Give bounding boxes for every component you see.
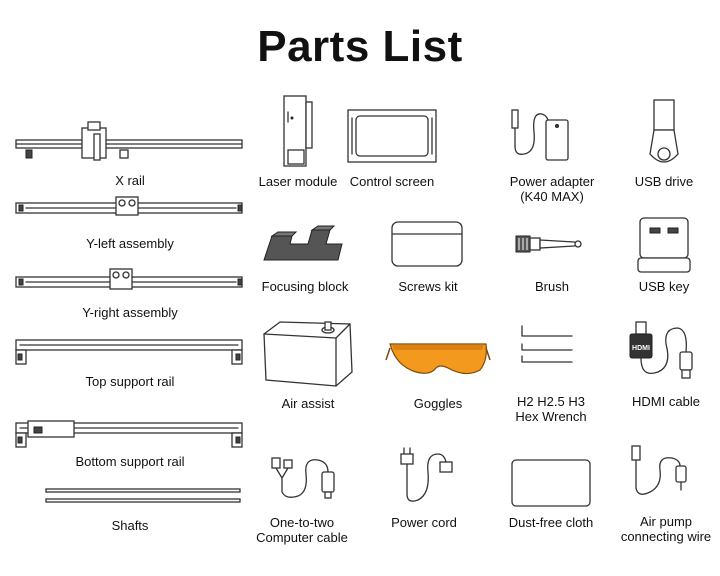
hex-wrench-item [496,318,606,426]
bottom-support-rail-item [10,417,250,477]
power-cord-icon [376,446,472,506]
hdmi-text: HDMI [632,345,650,352]
goggles-item [382,330,494,412]
hdmi-cable-item [614,318,718,414]
one-to-two-cable-label: One-to-two Computer cable [256,515,348,545]
power-adapter-label: Power adapter (K40 MAX) [509,174,595,204]
y-left-assembly-item [10,193,250,253]
top-support-rail-label: Top support rail [85,374,175,389]
usb-key-label: USB key [638,279,690,294]
shafts-icon [10,486,250,506]
screws-kit-item [376,218,480,298]
brush-item [500,218,604,298]
hex-wrench-icon [496,318,606,368]
screws-kit-icon [376,218,480,270]
air-pump-wire-icon [614,442,718,502]
y-right-assembly-icon [10,265,250,295]
goggles-label: Goggles [413,396,463,411]
x-rail-label: X rail [115,173,145,188]
goggles-icon [382,330,494,390]
laser-module-label: Laser module [258,174,338,189]
focusing-block-label: Focusing block [261,279,349,294]
air-pump-wire-label: Air pump connecting wire [620,514,712,544]
air-assist-icon [252,316,364,392]
y-left-assembly-icon [10,193,250,223]
usb-key-item [614,210,714,298]
control-screen-icon [344,92,440,168]
bottom-support-rail-icon [10,417,250,451]
hex-wrench-label: H2 H2.5 H3 Hex Wrench [515,394,587,424]
brush-label: Brush [535,279,569,294]
power-adapter-item [490,92,614,212]
dust-free-cloth-icon [496,452,606,512]
power-adapter-icon [490,92,614,168]
hdmi-cable-label: HDMI cable [632,394,700,409]
power-cord-label: Power cord [391,515,457,530]
top-support-rail-icon [10,336,250,366]
shafts-item [10,486,250,546]
control-screen-item [344,92,440,202]
brush-icon [500,218,604,268]
dust-free-cloth-item [496,452,606,540]
usb-drive-item [614,92,714,202]
laser-module-icon [252,92,344,168]
usb-drive-label: USB drive [634,174,694,189]
power-cord-item [376,446,472,542]
bottom-support-rail-label: Bottom support rail [75,454,185,469]
top-support-rail-item [10,336,250,396]
page-title: Parts List [257,22,463,71]
air-pump-wire-item [614,442,718,546]
y-right-assembly-label: Y-right assembly [82,305,178,320]
control-screen-label: Control screen [349,174,435,189]
screws-kit-label: Screws kit [398,279,458,294]
y-right-assembly-item [10,265,250,325]
focusing-block-icon [252,218,362,268]
dust-free-cloth-label: Dust-free cloth [508,515,594,530]
usb-drive-icon [614,92,714,168]
usb-key-icon [614,210,714,276]
y-left-assembly-label: Y-left assembly [86,236,174,251]
shafts-label: Shafts [111,518,149,533]
x-rail-item [10,120,250,190]
air-assist-label: Air assist [281,396,335,411]
x-rail-icon [10,120,250,170]
hdmi-cable-icon [614,318,718,390]
air-assist-item [252,316,364,412]
laser-module-item [252,92,344,202]
focusing-block-item [252,218,362,298]
one-to-two-cable-icon [252,448,352,504]
one-to-two-cable-item [252,448,352,548]
